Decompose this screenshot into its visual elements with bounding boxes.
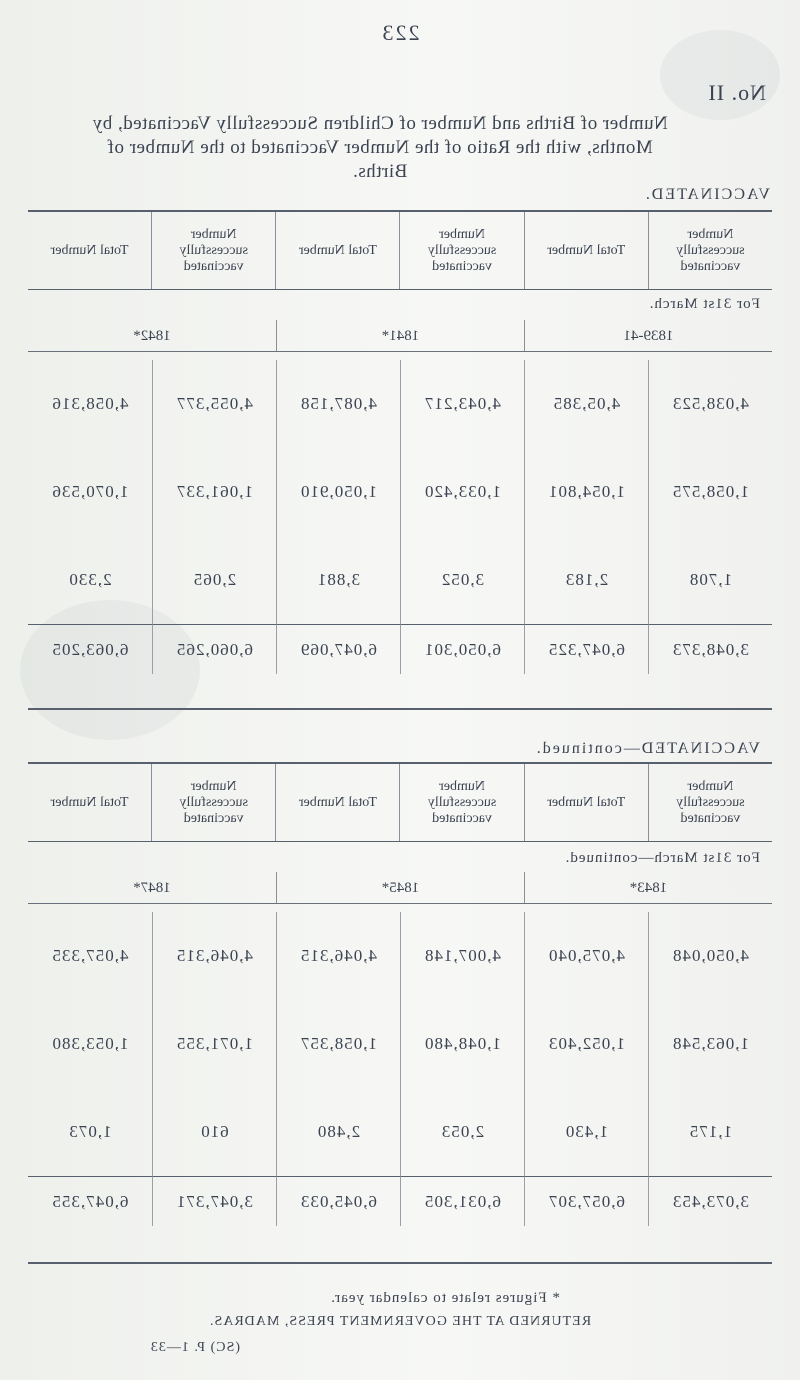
table-cell: 6,031,305 xyxy=(400,1176,524,1226)
table-number: No. II xyxy=(707,80,766,105)
table-cell: 1,708 xyxy=(648,536,772,624)
table-cell: 4,043,217 xyxy=(400,360,524,448)
table-cell: 3,881 xyxy=(276,536,400,624)
year-label: 1839-41 xyxy=(524,320,772,351)
col-header: Number successfully vaccinated xyxy=(151,212,275,289)
table-cell: 1,071,355 xyxy=(152,1000,276,1088)
table-cell: 3,073,453 xyxy=(648,1176,772,1226)
table-cell: 6,050,301 xyxy=(400,624,524,674)
year-label: 1847* xyxy=(133,880,171,896)
table-cell: 1,058,575 xyxy=(648,448,772,536)
year-row-1 xyxy=(28,320,772,352)
table-cell: 4,038,523 xyxy=(648,360,772,448)
col-header: Total Number xyxy=(50,794,129,810)
col-header: Number successfully vaccinated xyxy=(648,212,772,289)
table-cell: 6,063,205 xyxy=(28,624,152,674)
page-number: 223 xyxy=(380,20,420,45)
table-cell: 3,047,371 xyxy=(152,1176,276,1226)
table-cell: 4,046,315 xyxy=(276,912,400,1000)
table-cell: 1,058,357 xyxy=(276,1000,400,1088)
table-body-2 xyxy=(28,912,772,1226)
month-label: For 31st March—continued. xyxy=(564,850,760,866)
table-cell: 4,058,316 xyxy=(51,394,129,413)
table-cell: 2,053 xyxy=(400,1088,524,1176)
table-cell: 4,05,385 xyxy=(524,360,648,448)
table-cell: 1,054,801 xyxy=(524,448,648,536)
col-header: Total Number xyxy=(50,242,129,258)
table-cell: 1,052,403 xyxy=(524,1000,648,1088)
table-cell: 4,007,148 xyxy=(400,912,524,1000)
table-cell: 6,057,307 xyxy=(524,1176,648,1226)
table-header-1 xyxy=(28,210,772,290)
table-cell: 1,430 xyxy=(524,1088,648,1176)
table-cell: 4,087,158 xyxy=(276,360,400,448)
col-header: Total Number xyxy=(275,764,399,841)
col-header: Total Number xyxy=(275,212,399,289)
col-header: Number successfully vaccinated xyxy=(151,764,275,841)
table-cell: 4,046,315 xyxy=(152,912,276,1000)
table-cell: 1,050,910 xyxy=(276,448,400,536)
table-header-2 xyxy=(28,762,772,842)
footnote: * Figures relate to calendar year. xyxy=(330,1290,560,1306)
table-cell: 4,075,040 xyxy=(524,912,648,1000)
table-cell: 3,052 xyxy=(400,536,524,624)
table-cell: 6,045,033 xyxy=(276,1176,400,1226)
col-header: Total Number xyxy=(524,212,648,289)
table-bottom-rule xyxy=(28,708,772,710)
col-header: Number successfully vaccinated xyxy=(399,764,523,841)
table-cell: 610 xyxy=(152,1088,276,1176)
year-label: 1842* xyxy=(133,328,171,344)
table-cell: 1,175 xyxy=(648,1088,772,1176)
table-bottom-rule xyxy=(28,1262,772,1264)
table-cell: 6,047,325 xyxy=(524,624,648,674)
table-cell: 4,050,048 xyxy=(648,912,772,1000)
table-cell: 1,061,337 xyxy=(152,448,276,536)
col-header: Number successfully vaccinated xyxy=(648,764,772,841)
table-cell: 4,057,335 xyxy=(51,946,129,965)
year-label: 1845* xyxy=(276,872,524,903)
month-label: For 31st March. xyxy=(648,296,760,312)
table-cell: 4,055,377 xyxy=(152,360,276,448)
year-row-2 xyxy=(28,872,772,904)
section-label: VACCINATED. xyxy=(643,186,770,203)
table-cell: 2,330 xyxy=(68,570,112,589)
col-header: Number successfully vaccinated xyxy=(399,212,523,289)
table-body-1 xyxy=(28,360,772,674)
table-caption: Number of Births and Number of Children Successfully Vaccinated, by Months, with the Ratio of the Number Vaccinated to the Number of Births. xyxy=(92,113,668,182)
table-cell: 6,047,355 xyxy=(28,1176,152,1226)
table-cell: 6,060,265 xyxy=(152,624,276,674)
table-cell: 2,065 xyxy=(152,536,276,624)
table-cell: 1,073 xyxy=(68,1122,112,1141)
table-cell: 1,033,420 xyxy=(400,448,524,536)
printer-line: RETURNED AT THE GOVERNMENT PRESS, MADRAS. xyxy=(208,1314,592,1329)
table-cell: 3,048,373 xyxy=(648,624,772,674)
table-cell: 1,048,480 xyxy=(400,1000,524,1088)
year-label: 1843* xyxy=(524,872,772,903)
col-header: Total Number xyxy=(524,764,648,841)
table-cell: 1,063,548 xyxy=(648,1000,772,1088)
table-cell: 2,183 xyxy=(524,536,648,624)
table-cell: 1,053,380 xyxy=(51,1034,129,1053)
table-cell: 1,070,536 xyxy=(51,482,129,501)
table-cell: 6,047,069 xyxy=(276,624,400,674)
year-label: 1841* xyxy=(276,320,524,351)
table-cell: 2,480 xyxy=(276,1088,400,1176)
section-label: VACCINATED—continued. xyxy=(534,740,760,757)
page-range: (SC) P. 1—33 xyxy=(149,1340,240,1355)
